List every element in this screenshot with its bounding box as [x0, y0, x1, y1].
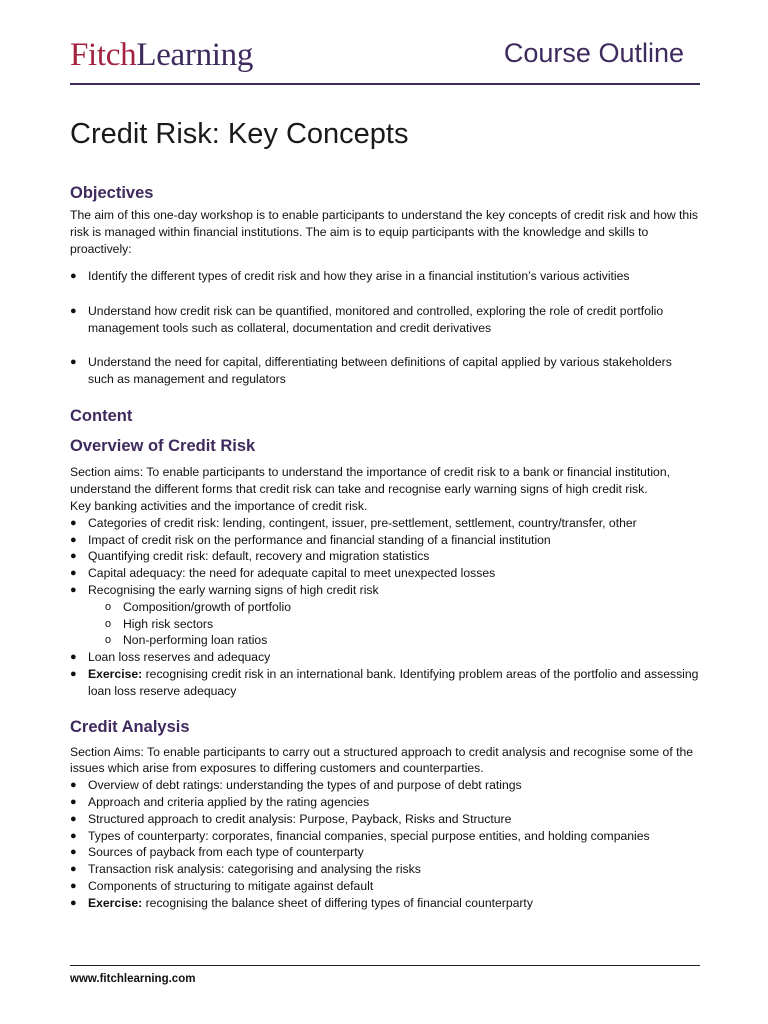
- list-item-text: Impact of credit risk on the performance and financial standing of a financial institution: [88, 532, 551, 547]
- list-item-text: Categories of credit risk: lending, contingent, issuer, pre-settlement, settlement, country/transfer, other: [88, 515, 637, 530]
- bullet-icon: ●: [70, 533, 77, 546]
- fitch-learning-logo: [70, 36, 253, 74]
- objectives-heading: Objectives: [70, 184, 154, 202]
- list-item: [70, 811, 700, 828]
- footer-divider: [70, 965, 700, 966]
- header-divider: [70, 83, 700, 85]
- overview-lead: Key banking activities and the importance of credit risk.: [70, 498, 368, 513]
- exercise-label: Exercise:: [88, 666, 143, 681]
- content-heading: Content: [70, 407, 133, 426]
- overview-aims: Section aims: To enable participants to understand the importance of credit risk to a bank or financial institution, understand the different forms that credit risk can take and recognise early warning signs of high credit risk.: [70, 465, 671, 497]
- list-item-text: Understand the need for capital, differentiating between definitions of capital applied by various stakeholders such as management and regulators: [88, 354, 672, 386]
- overview-heading: Overview of Credit Risk: [70, 437, 256, 456]
- objectives-intro: The aim of this one-day workshop is to enable participants to understand the key concepts of credit risk and how this risk is managed within financial institutions. The aim is to equip participants with the knowledge and skills to proactively:: [70, 208, 698, 256]
- list-item-text: Overview of debt ratings: understanding the types of and purpose of debt ratings: [88, 778, 522, 793]
- bullet-icon: ●: [70, 270, 77, 283]
- bullet-icon: ●: [70, 355, 77, 368]
- sub-list-item: [105, 599, 700, 616]
- list-item: [70, 828, 700, 845]
- bullet-icon: ●: [70, 516, 77, 529]
- bullet-icon: ●: [70, 795, 77, 808]
- list-item: [70, 794, 700, 811]
- list-item-text: Recognising the early warning signs of high credit risk: [88, 582, 379, 597]
- bullet-icon: ●: [70, 583, 77, 596]
- warning-signs-sublist: [88, 599, 700, 649]
- list-item-text: Quantifying credit risk: default, recovery and migration statistics: [88, 549, 430, 564]
- bullet-icon: ●: [70, 829, 77, 842]
- overview-list: [70, 515, 700, 700]
- bullet-icon: ●: [70, 812, 77, 825]
- list-item-text: Transaction risk analysis: categorising and analysing the risks: [88, 862, 421, 877]
- bullet-icon: ●: [70, 846, 77, 859]
- credit-analysis-aims: Section Aims: To enable participants to carry out a structured approach to credit analysis and recognise some of the issues which arise from exposures to differing customers and counterparties.: [70, 744, 694, 776]
- logo-text-fitch: Fitch: [70, 37, 137, 73]
- list-item: [70, 582, 700, 649]
- sub-list-item-text: Non-performing loan ratios: [123, 633, 268, 648]
- list-item-text: Capital adequacy: the need for adequate capital to meet unexpected losses: [88, 566, 496, 581]
- list-item: [70, 878, 700, 895]
- sub-list-item-text: High risk sectors: [123, 616, 214, 631]
- list-item-text: Understand how credit risk can be quantified, monitored and controlled, exploring the role of credit portfolio management tools such as collateral, documentation and credit derivatives: [88, 304, 664, 335]
- sub-list-item-text: Composition/growth of portfolio: [123, 599, 292, 614]
- list-item: [70, 548, 700, 565]
- list-item-text: Components of structuring to mitigate against default: [88, 878, 374, 893]
- sub-bullet-icon: o: [105, 617, 112, 630]
- sub-bullet-icon: o: [105, 600, 112, 613]
- exercise-text: recognising credit risk in an international bank. Identifying problem areas of the portfolio and assessing loan loss reserve adequacy: [88, 666, 699, 698]
- list-item: [70, 565, 700, 582]
- list-item-text: Approach and criteria applied by the rating agencies: [88, 794, 370, 809]
- list-item: [70, 777, 700, 794]
- list-item: [70, 532, 700, 549]
- bullet-icon: ●: [70, 651, 77, 664]
- bullet-icon: ●: [70, 305, 77, 318]
- credit-analysis-heading: Credit Analysis: [70, 717, 190, 736]
- logo-text-learning: Learning: [136, 37, 254, 73]
- list-item-text: Identify the different types of credit risk and how they arise in a financial institution’s various activities: [88, 269, 630, 284]
- list-item: [70, 515, 700, 532]
- bullet-icon: ●: [70, 550, 77, 563]
- list-item-text: Structured approach to credit analysis: Purpose, Payback, Risks and Structure: [88, 811, 512, 826]
- list-item: [70, 895, 700, 912]
- list-item: [70, 844, 700, 861]
- bullet-icon: ●: [70, 879, 77, 892]
- bullet-icon: ●: [70, 667, 77, 680]
- footer-website-link[interactable]: www.fitchlearning.com: [70, 973, 196, 985]
- list-item: [70, 666, 700, 700]
- exercise-label: Exercise:: [88, 895, 143, 910]
- sub-list-item: [105, 616, 700, 633]
- list-item-text: Loan loss reserves and adequacy: [88, 650, 271, 665]
- credit-analysis-list: [70, 777, 700, 911]
- list-item: [70, 268, 700, 285]
- bullet-icon: ●: [70, 779, 77, 792]
- bullet-icon: ●: [70, 896, 77, 909]
- list-item-text: Types of counterparty: corporates, financial companies, special purpose entities, and holding companies: [88, 828, 650, 843]
- list-item: [70, 303, 700, 337]
- document-title: Credit Risk: Key Concepts: [70, 118, 409, 150]
- list-item: [70, 861, 700, 878]
- list-item: [70, 649, 700, 666]
- list-item: [70, 354, 700, 388]
- page-header: [70, 36, 700, 84]
- bullet-icon: ●: [70, 567, 77, 580]
- document-body: [70, 182, 700, 912]
- document-type-label: Course Outline: [503, 38, 684, 68]
- exercise-text: recognising the balance sheet of differing types of financial counterparty: [142, 895, 533, 910]
- objectives-list: [70, 268, 700, 387]
- sub-list-item: [105, 632, 700, 649]
- list-item-text: Sources of payback from each type of counterparty: [88, 845, 364, 860]
- sub-bullet-icon: o: [105, 634, 112, 647]
- bullet-icon: ●: [70, 863, 77, 876]
